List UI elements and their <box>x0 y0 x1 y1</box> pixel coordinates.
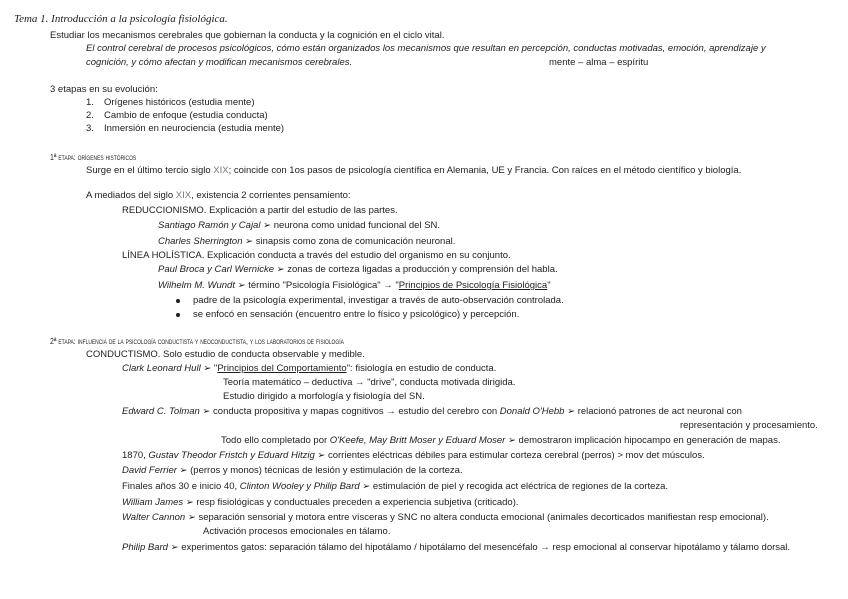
author-note: ": fisiología en estudio de conducta. <box>346 363 497 374</box>
hull-detail: Teoría matemático – deductiva → "drive", conducta motivada dirigida. <box>223 377 516 388</box>
bullet-icon <box>176 313 180 317</box>
author-name: Gustav Theodor Fristch y Eduard Hitzig <box>148 450 315 461</box>
origin-text: Surge en el último tercio siglo <box>86 165 214 176</box>
definition-text: Estudiar los mecanismos cerebrales que gobiernan la conducta y la cognición en el ciclo vital. <box>50 30 445 41</box>
definition-detail-line2: cognición, y cómo afectan y modifican mecanismos cerebrales. <box>86 57 353 68</box>
quote-close: " <box>547 280 551 291</box>
author-name: Charles Sherrington <box>158 236 243 247</box>
entry-prefix: 1870, <box>122 450 149 461</box>
author-note: ➢ experimentos gatos: separación tálamo del hipotálamo / hipotálamo del mesencéfalo → resp emocional al conservar hipotálamo y tálamo dorsal. <box>167 542 791 553</box>
author-note: ➢ (perros y monos) técnicas de lesión y estimulación de la corteza. <box>176 465 463 476</box>
author-name: Paul Broca y Carl Wernicke <box>158 264 274 275</box>
list-item: Orígenes históricos (estudia mente) <box>104 97 255 108</box>
author-entry-broca <box>158 264 558 276</box>
author-note: ➢ demostraron implicación hipocampo en generación de mapas. <box>505 435 781 446</box>
behaviorism-heading: CONDUCTISMO. Solo estudio de conducta observable y medible. <box>86 349 365 360</box>
author-note: ➢ relacionó patrones de act neuronal con <box>564 406 742 417</box>
side-note: mente – alma – espíritu <box>549 57 649 68</box>
cannon-continuation: Activación procesos emocionales en tálamo. <box>203 526 391 537</box>
author-name: Walter Cannon <box>122 512 186 523</box>
author-entry-woolsey <box>122 481 668 493</box>
author-name: Clinton Wooley y Philip Bard <box>239 481 360 492</box>
author-entry-cajal <box>158 220 440 232</box>
author-name: O'Keefe, May Britt Moser y Eduard Moser <box>329 435 506 446</box>
author-entry-bard <box>122 542 790 554</box>
list-item-number: 1. <box>86 97 94 108</box>
bullet-icon <box>176 299 180 303</box>
author-note: ➢ término "Psicología Fisiológica" → " <box>234 280 399 291</box>
author-entry-james <box>122 497 519 509</box>
author-name: Clark Leonard Hull <box>122 363 201 374</box>
stage1-origin <box>86 165 741 177</box>
book-title: Principios del Comportamiento <box>217 363 347 374</box>
author-note: ➢ neurona como unidad funcional del SN. <box>260 220 441 231</box>
entry-prefix: Todo ello completado por <box>221 435 330 446</box>
author-entry-ferrier <box>122 465 463 477</box>
stages-heading: 3 etapas en su evolución: <box>50 84 158 95</box>
list-item-number: 2. <box>86 110 94 121</box>
author-name: Philip Bard <box>122 542 168 553</box>
author-entry-fritsch <box>122 450 705 462</box>
author-entry-moser <box>221 435 780 447</box>
list-item-number: 3. <box>86 123 94 134</box>
author-note: ➢ separación sensorial y motora entre vísceras y SNC no altera conducta emocional (animales decorticados manifiestan resp emocional). <box>185 512 769 523</box>
author-name: Donald O'Hebb <box>499 406 565 417</box>
author-name: Wilhelm M. Wundt <box>158 280 235 291</box>
author-note: ➢ " <box>200 363 218 374</box>
century-label: XIX <box>213 165 229 176</box>
currents-intro <box>86 190 351 202</box>
author-note: ➢ estimulación de piel y recogida act eléctrica de regiones de la corteza. <box>359 481 669 492</box>
author-entry-wundt <box>158 280 551 292</box>
century-label: XIX <box>175 190 192 201</box>
author-name: David Ferrier <box>122 465 177 476</box>
author-entry-tolman <box>122 406 742 418</box>
author-entry-hull <box>122 363 496 375</box>
page-title: Tema 1. Introducción a la psicología fisiológica. <box>14 13 228 25</box>
definition-detail-line1: El control cerebral de procesos psicológicos, cómo están organizados los mecanismos que resultan en percepción, conductas motivadas, emoción, aprendizaje y <box>86 43 766 54</box>
author-note: ➢ zonas de corteza ligadas a producción y comprensión del habla. <box>273 264 558 275</box>
holism-heading: LÍNEA HOLÍSTICA. Explicación conducta a través del estudio del organismo en su conjunto. <box>122 250 511 261</box>
book-title: Principios de Psicología Fisiológica <box>398 280 548 291</box>
author-name: William James <box>122 497 184 508</box>
author-note: ➢ resp fisiológicas y conductuales preceden a experiencia subjetiva (criticado). <box>183 497 519 508</box>
entry-prefix: Finales años 30 e inicio 40, <box>122 481 240 492</box>
hull-detail: Estudio dirigido a morfología y fisiología del SN. <box>223 391 425 402</box>
bullet-item: se enfocó en sensación (encuentro entre lo físico y psicológico) y percepción. <box>193 309 520 320</box>
reductionism-heading: REDUCCIONISMO. Explicación a partir del estudio de las partes. <box>122 205 398 216</box>
list-item: Cambio de enfoque (estudia conducta) <box>104 110 268 121</box>
author-note: ➢ conducta propositiva y mapas cognitivos → estudio del cerebro con <box>199 406 500 417</box>
author-entry-cannon <box>122 512 769 524</box>
author-name: Santiago Ramón y Cajal <box>158 220 261 231</box>
bullet-item: padre de la psicología experimental, investigar a través de auto-observación controlada. <box>193 295 564 306</box>
currents-text: , existencia 2 corrientes pensamiento: <box>191 190 351 201</box>
author-note: ➢ sinapsis como zona de comunicación neuronal. <box>242 236 456 247</box>
author-note: ➢ corrientes eléctricas débiles para estimular corteza cerebral (perros) > mov det músculos. <box>314 450 705 461</box>
stage1-heading: 1ª etapa: orígenes históricos <box>50 152 137 162</box>
list-item: Inmersión en neurociencia (estudia mente) <box>104 123 285 134</box>
origin-text: ; coincide con 1os pasos de psicología científica en Alemania, UE y Francia. Con raíces en el método científico y biología. <box>228 165 742 176</box>
currents-text: A mediados del siglo <box>86 190 176 201</box>
stage2-heading: 2ª etapa: influencia de la psicología conductista y neoconductista, y los laboratorios de fisiología <box>50 336 344 346</box>
author-entry-sherrington <box>158 236 455 248</box>
author-name: Edward C. Tolman <box>122 406 200 417</box>
tolman-continuation: representación y procesamiento. <box>680 420 818 431</box>
